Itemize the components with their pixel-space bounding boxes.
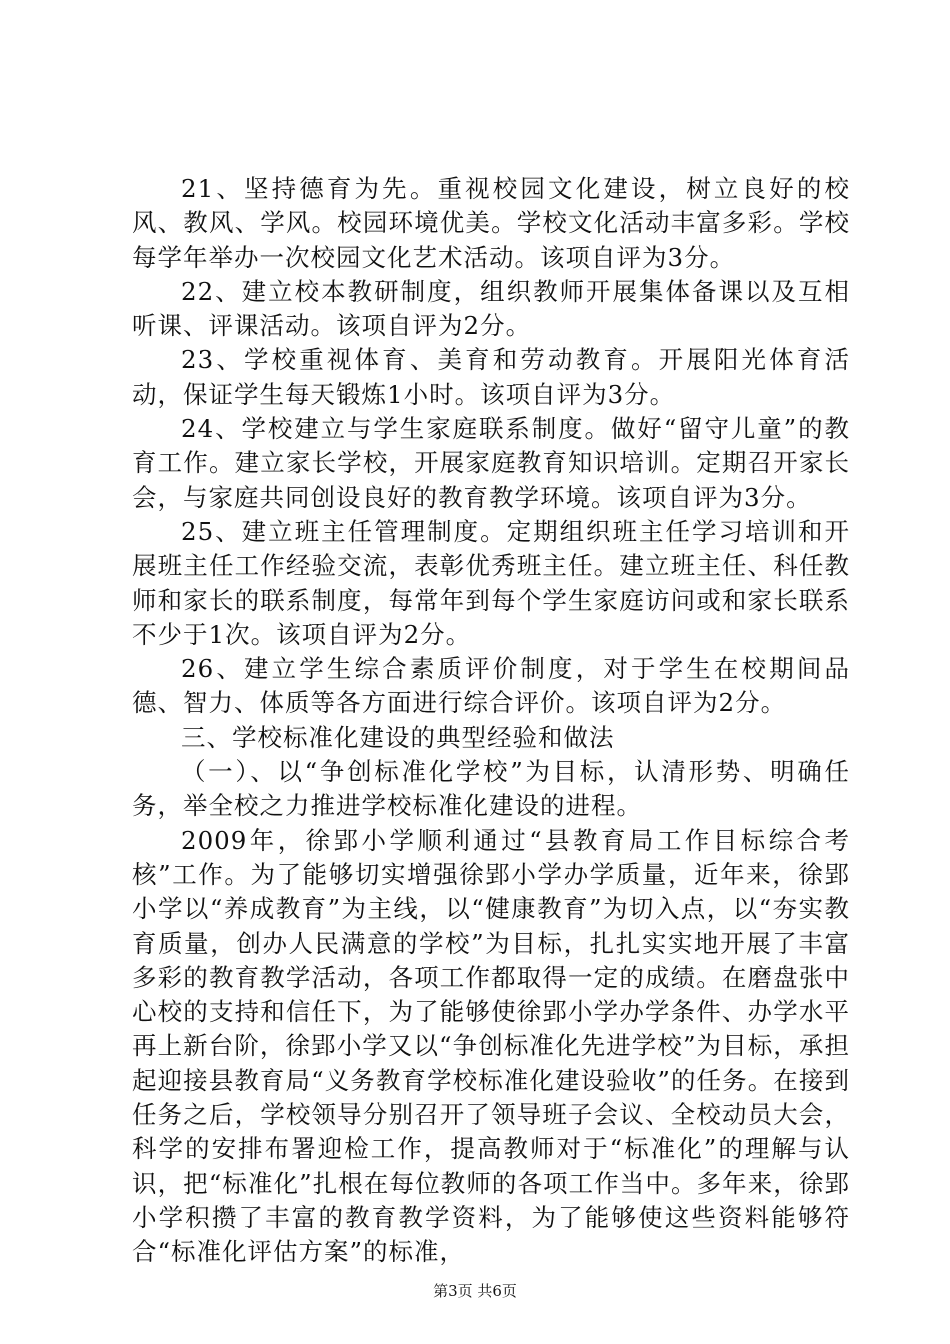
body-paragraph: 2009年，徐郢小学顺利通过“县教育局工作目标综合考核”工作。为了能够切实增强徐郢小学办学质量，近年来，徐郢小学以“养成教育”为主线，以“健康教育”为切入点，以“夯实教育质量，创办人民满意的学校”为目标，扎扎实实地开展了丰富多彩的教育教学活动，各项工作都取得一定的成绩。在磨盘张中心校的支持和信任下，为了能够使徐郢小学办学条件、办学水平再上新台阶，徐郢小学又以“争创标准化先进学校”为目标，承担起迎接县教育局“义务教育学校标准化建设验收”的任务。在接到任务之后，学校领导分别召开了领导班子会议、全校动员大会，科学的安排布署迎检工作，提高教师对于“标准化”的理解与认识，把“标准化”扎根在每位教师的各项工作当中。多年来，徐郢小学积攒了丰富的教育教学资料，为了能够使这些资料能够符合“标准化评估方案”的标准， [132,825,850,1267]
document-body [132,172,850,1270]
paragraph-item-26: 26、建立学生综合素质评价制度，对于学生在校期间品德、智力、体质等各方面进行综合评价。该项自评为2分。 [132,654,850,718]
paragraph-item-25: 25、建立班主任管理制度。定期组织班主任学习培训和开展班主任工作经验交流，表彰优秀班主任。建立班主任、科任教师和家长的联系制度，每常年到每个学生家庭访问或和家长联系不少于1次。该项自评为2分。 [132,516,850,649]
page-footer: 第3页 共6页 [433,1282,517,1300]
paragraph-item-22: 22、建立校本教研制度，组织教师开展集体备课以及互相听课、评课活动。该项自评为2分。 [132,276,850,341]
section-heading: 三、学校标准化建设的典型经验和做法 [181,722,615,752]
paragraph-item-24: 24、学校建立与学生家庭联系制度。做好“留守儿童”的教育工作。建立家长学校，开展家庭教育知识培训。定期召开家长会，与家庭共同创设良好的教育教学环境。该项自评为3分。 [132,414,850,512]
subsection-heading: （一）、以“争创标准化学校”为目标，认清形势、明确任务，举全校之力推进学校标准化建设的进程。 [132,757,850,821]
paragraph-item-23: 23、学校重视体育、美育和劳动教育。开展阳光体育活动，保证学生每天锻炼1小时。该项自评为3分。 [132,345,850,409]
paragraph-item-21: 21、坚持德育为先。重视校园文化建设，树立良好的校风、教风、学风。校园环境优美。学校文化活动丰富多彩。学校每学年举办一次校园文化艺术活动。该项自评为3分。 [132,174,850,272]
